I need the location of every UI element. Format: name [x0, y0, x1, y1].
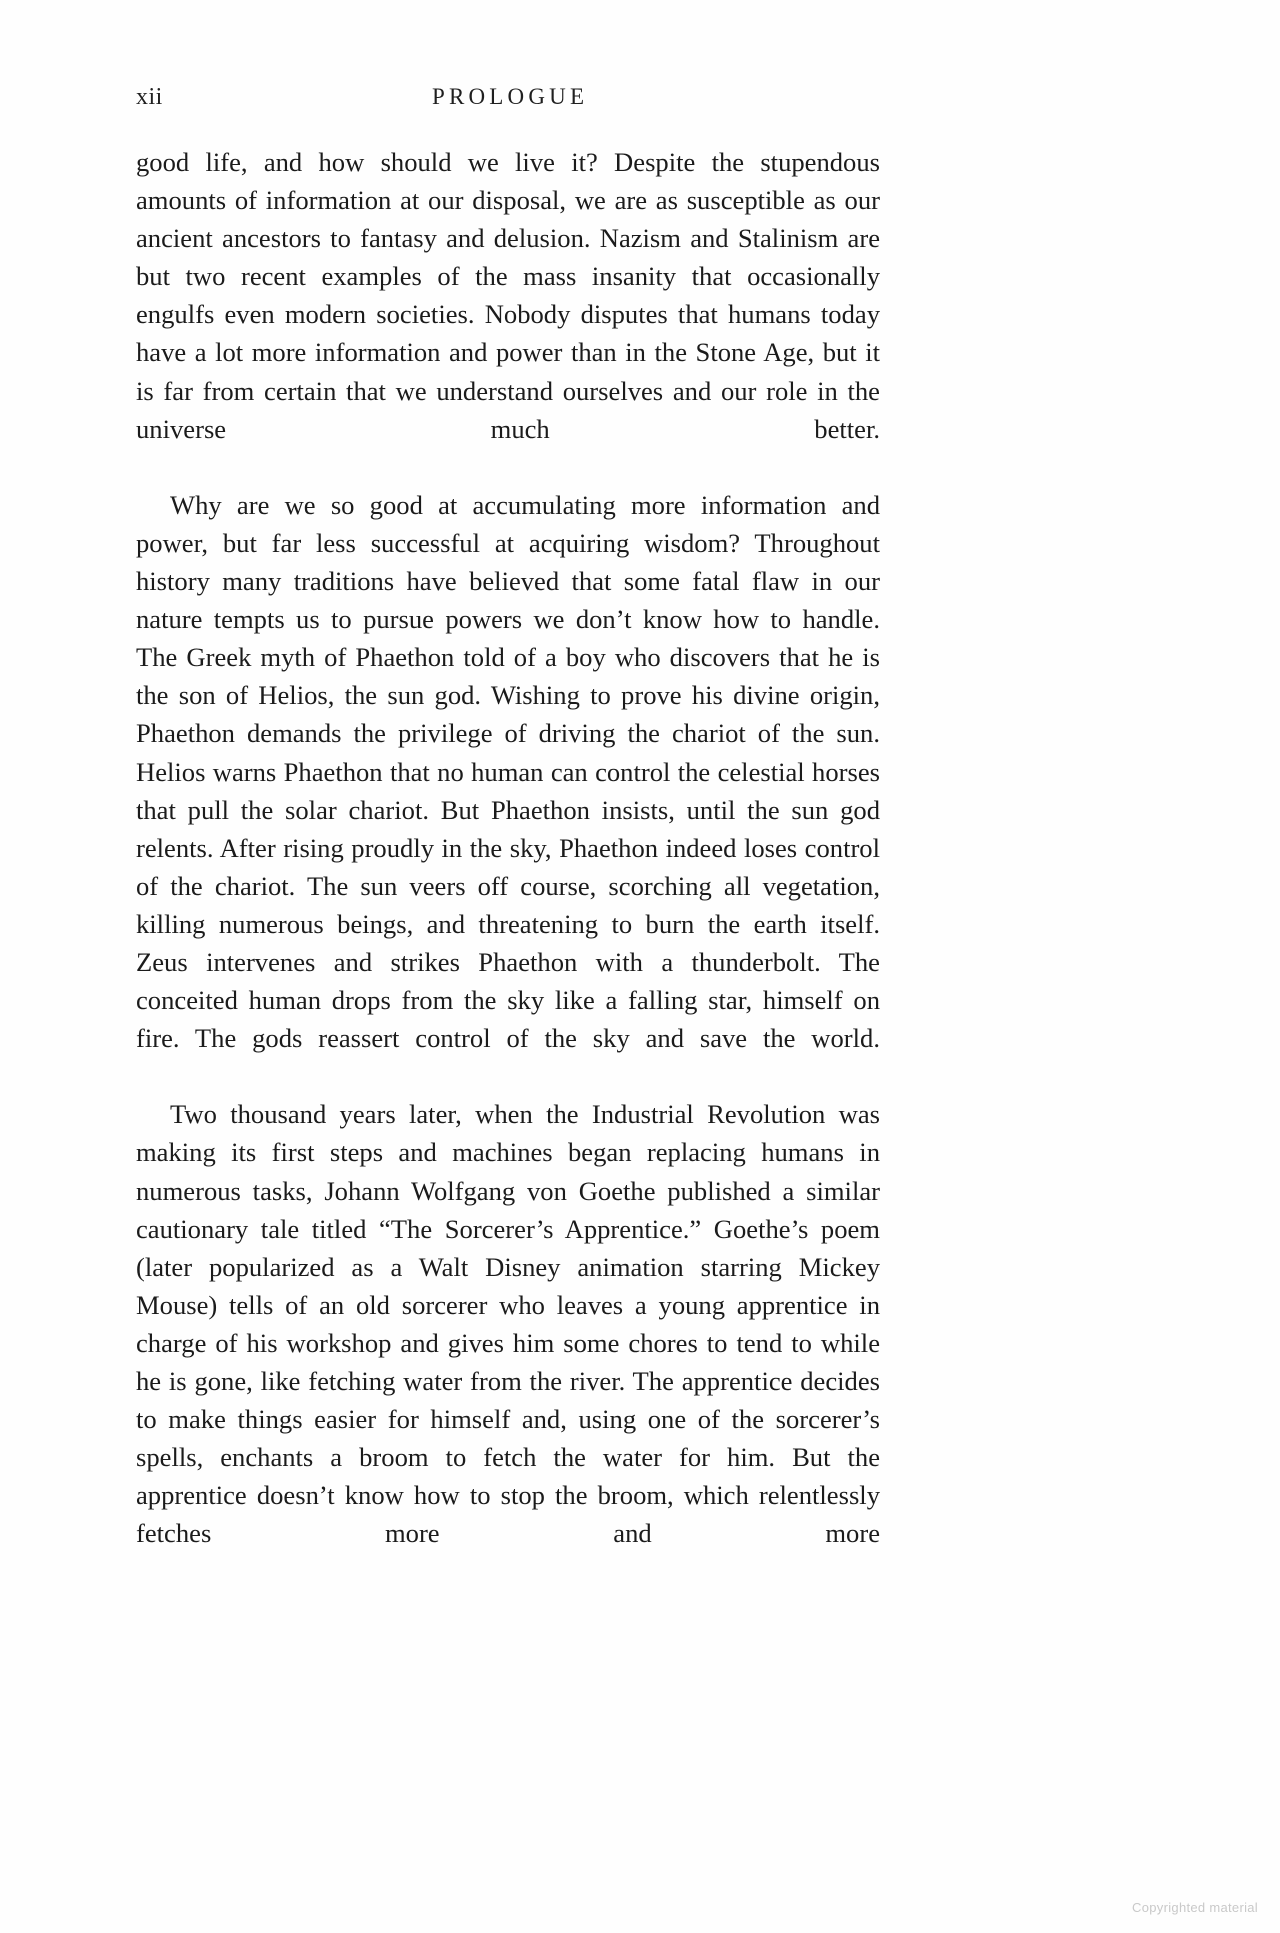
- page-folio-number: xii: [136, 84, 163, 110]
- body-text-block: [136, 143, 880, 1591]
- paragraph-continued: good life, and how should we live it? Despite the stupendous amounts of information at our disposal, we are as susceptible as our ancient ancestors to fantasy and delusion. Nazism and Stalinism are but two recent examples of the mass insanity that occasionally engulfs even modern societies. Nobody disputes that humans today have a lot more information and power than in the Stone Age, but it is far from certain that we understand ourselves and our role in the universe much better.: [136, 147, 880, 444]
- running-head-title: PROLOGUE: [431, 84, 589, 109]
- copyright-notice: Copyrighted material: [1132, 1900, 1258, 1915]
- paragraph-apprentice: Two thousand years later, when the Industrial Revolution was making its first steps and machines began replacing humans in numerous tasks, Johann Wolfgang von Goethe published a similar cautionary tale titled “The Sorcerer’s Apprentice.” Goethe’s poem (later popularized as a Walt Disney animation starring Mickey Mouse) tells of an old sorcerer who leaves a young apprentice in charge of his workshop and gives him some chores to tend to while he is gone, like fetching water from the river. The apprentice decides to make things easier for himself and, using one of the sorcerer’s spells, enchants a broom to fetch the water for him. But the apprentice doesn’t know how to stop the broom, which relentlessly fetches more and more: [136, 1099, 880, 1549]
- paragraph-wisdom: Why are we so good at accumulating more information and power, but far less successful at acquiring wisdom? Throughout history many traditions have believed that some fatal flaw in our nature tempts us to pursue powers we don’t know how to handle. The Greek myth of Phaethon told of a boy who discovers that he is the son of Helios, the sun god. Wishing to prove his divine origin, Phaethon demands the privilege of driving the chariot of the sun. Helios warns Phaethon that no human can control the celestial horses that pull the solar chariot. But Phaethon insists, until the sun god relents. After rising proudly in the sky, Phaethon indeed loses control of the chariot. The sun veers off course, scorching all vegetation, killing numerous beings, and threatening to burn the earth itself. Zeus intervenes and strikes Phaethon with a thunderbolt. The conceited human drops from the sky like a falling star, himself on fire. The gods reassert control of the sky and save the world.: [136, 489, 880, 1054]
- running-head: [136, 80, 880, 114]
